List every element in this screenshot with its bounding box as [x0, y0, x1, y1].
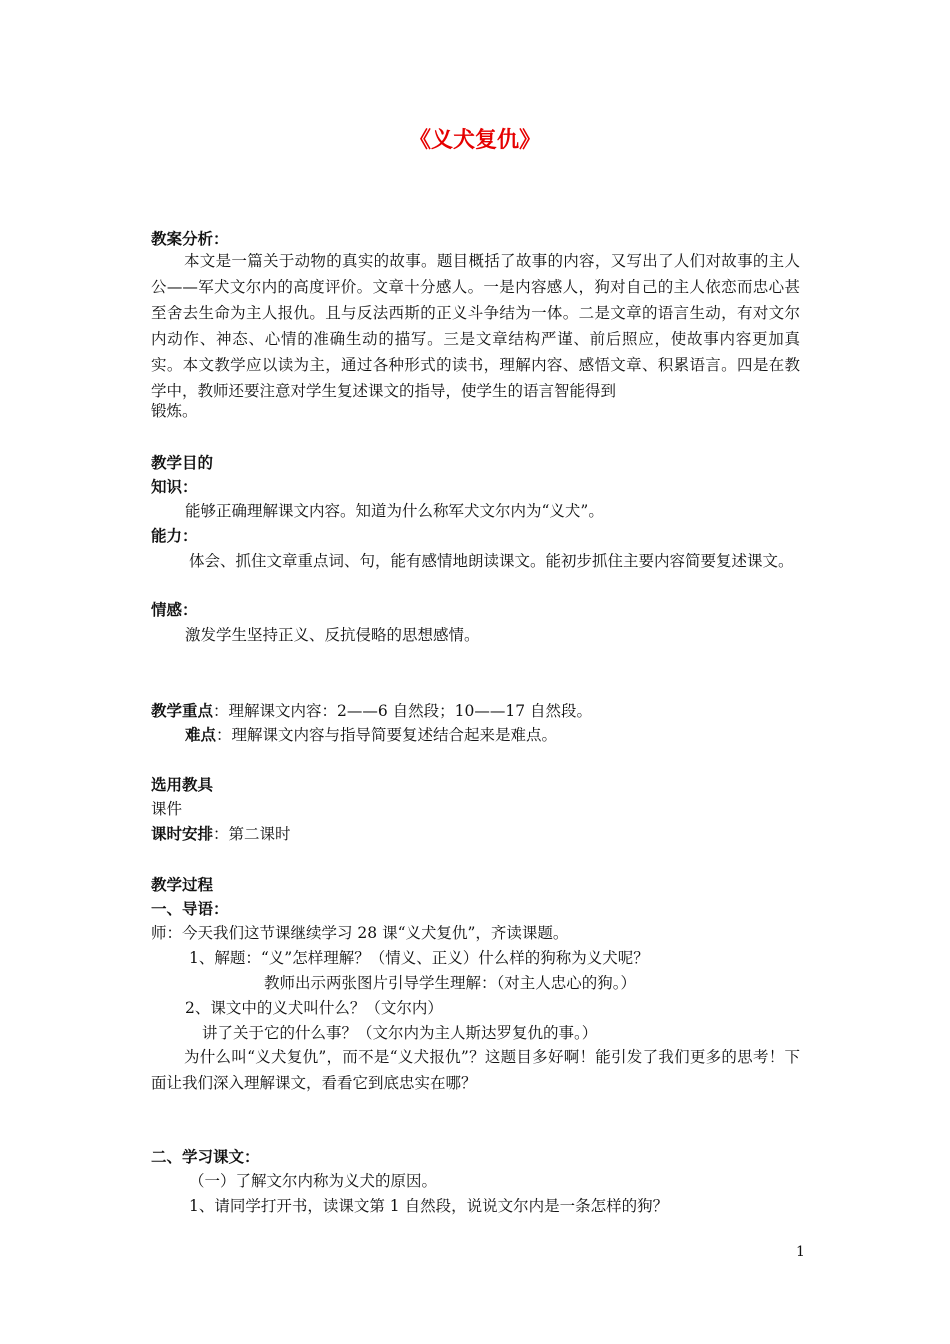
- process-line-2: 1、解题：“义”怎样理解？（情义、正义）什么样的狗称为义犬呢？: [189, 949, 649, 967]
- emotion-label: 情感：: [151, 600, 198, 619]
- tools-heading: 选用教具: [151, 775, 214, 794]
- process-line-7: （一）了解文尔内称为义犬的原因。: [189, 1172, 438, 1190]
- process-heading: 教学过程: [151, 875, 214, 894]
- schedule-line: [151, 823, 291, 845]
- process-line-3: 教师出示两张图片引导学生理解：（对主人忠心的狗。）: [264, 974, 637, 992]
- emotion-text: 激发学生坚持正义、反抗侵略的思想感情。: [185, 626, 480, 644]
- difficult-point-line: [185, 724, 557, 746]
- analysis-body: 本文是一篇关于动物的真实的故事。题目概括了故事的内容，又写出了人们对故事的主人公——军犬文尔内的高度评价。文章十分感人。一是内容感人，狗对自己的主人依恋而忠心甚至舍去生命为主人报仇。且与反法西斯的正义斗争结为一体。二是文章的语言生动，有对文尔内动作、神态、心情的准确生动的描写。三是文章结构严谨、前后照应，使故事内容更加真实。本文教学应以读为主，通过各种形式的读书，理解内容、感悟文章、积累语言。四是在教学中，教师还要注意对学生复述课文的指导，使学生的语言智能得到: [151, 252, 800, 400]
- difficult-point-label: 难点: [185, 725, 217, 744]
- difficult-point-text: ：理解课文内容与指导简要复述结合起来是难点。: [216, 726, 558, 744]
- schedule-text: ：第二课时: [213, 825, 291, 843]
- page-number: 1: [796, 1244, 805, 1260]
- document-title: 《义犬复仇》: [408, 128, 541, 153]
- tools-item: 课件: [151, 800, 183, 818]
- analysis-heading: 教案分析：: [151, 229, 229, 248]
- schedule-label: 课时安排: [151, 824, 214, 843]
- process-line-4: 2、课文中的义犬叫什么？（文尔内）: [185, 999, 443, 1017]
- process-line-8: 1、请同学打开书，读课文第 1 自然段，说说文尔内是一条怎样的狗？: [189, 1197, 669, 1215]
- ability-text: 体会、抓住文章重点词、句，能有感情地朗读课文。能初步抓住主要内容简要复述课文。: [189, 552, 794, 570]
- key-point-label: 教学重点: [151, 701, 214, 720]
- part2-heading: 二、学习课文：: [151, 1147, 260, 1166]
- knowledge-label: 知识：: [151, 477, 198, 496]
- goals-heading: 教学目的: [151, 453, 214, 472]
- process-line-5: 讲了关于它的什么事？（文尔内为主人斯达罗复仇的事。）: [202, 1024, 598, 1042]
- knowledge-text: 能够正确理解课文内容。知道为什么称军犬文尔内为“义犬”。: [185, 502, 604, 520]
- key-point-text: ：理解课文内容：2——6 自然段；10——17 自然段。: [213, 702, 593, 720]
- process-line-6: 为什么叫“义犬复仇”，而不是“义犬报仇”？这题目多好啊！能引发了我们更多的思考！下面让我们深入理解课文，看看它到底忠实在哪？: [151, 1048, 800, 1092]
- analysis-body-end: 锻炼。: [151, 402, 198, 420]
- part1-heading: 一、导语：: [151, 899, 229, 918]
- key-point-line: [151, 700, 592, 722]
- process-line-1: 师：今天我们这节课继续学习 28 课“义犬复仇”，齐读课题。: [151, 924, 569, 942]
- ability-label: 能力：: [151, 526, 198, 545]
